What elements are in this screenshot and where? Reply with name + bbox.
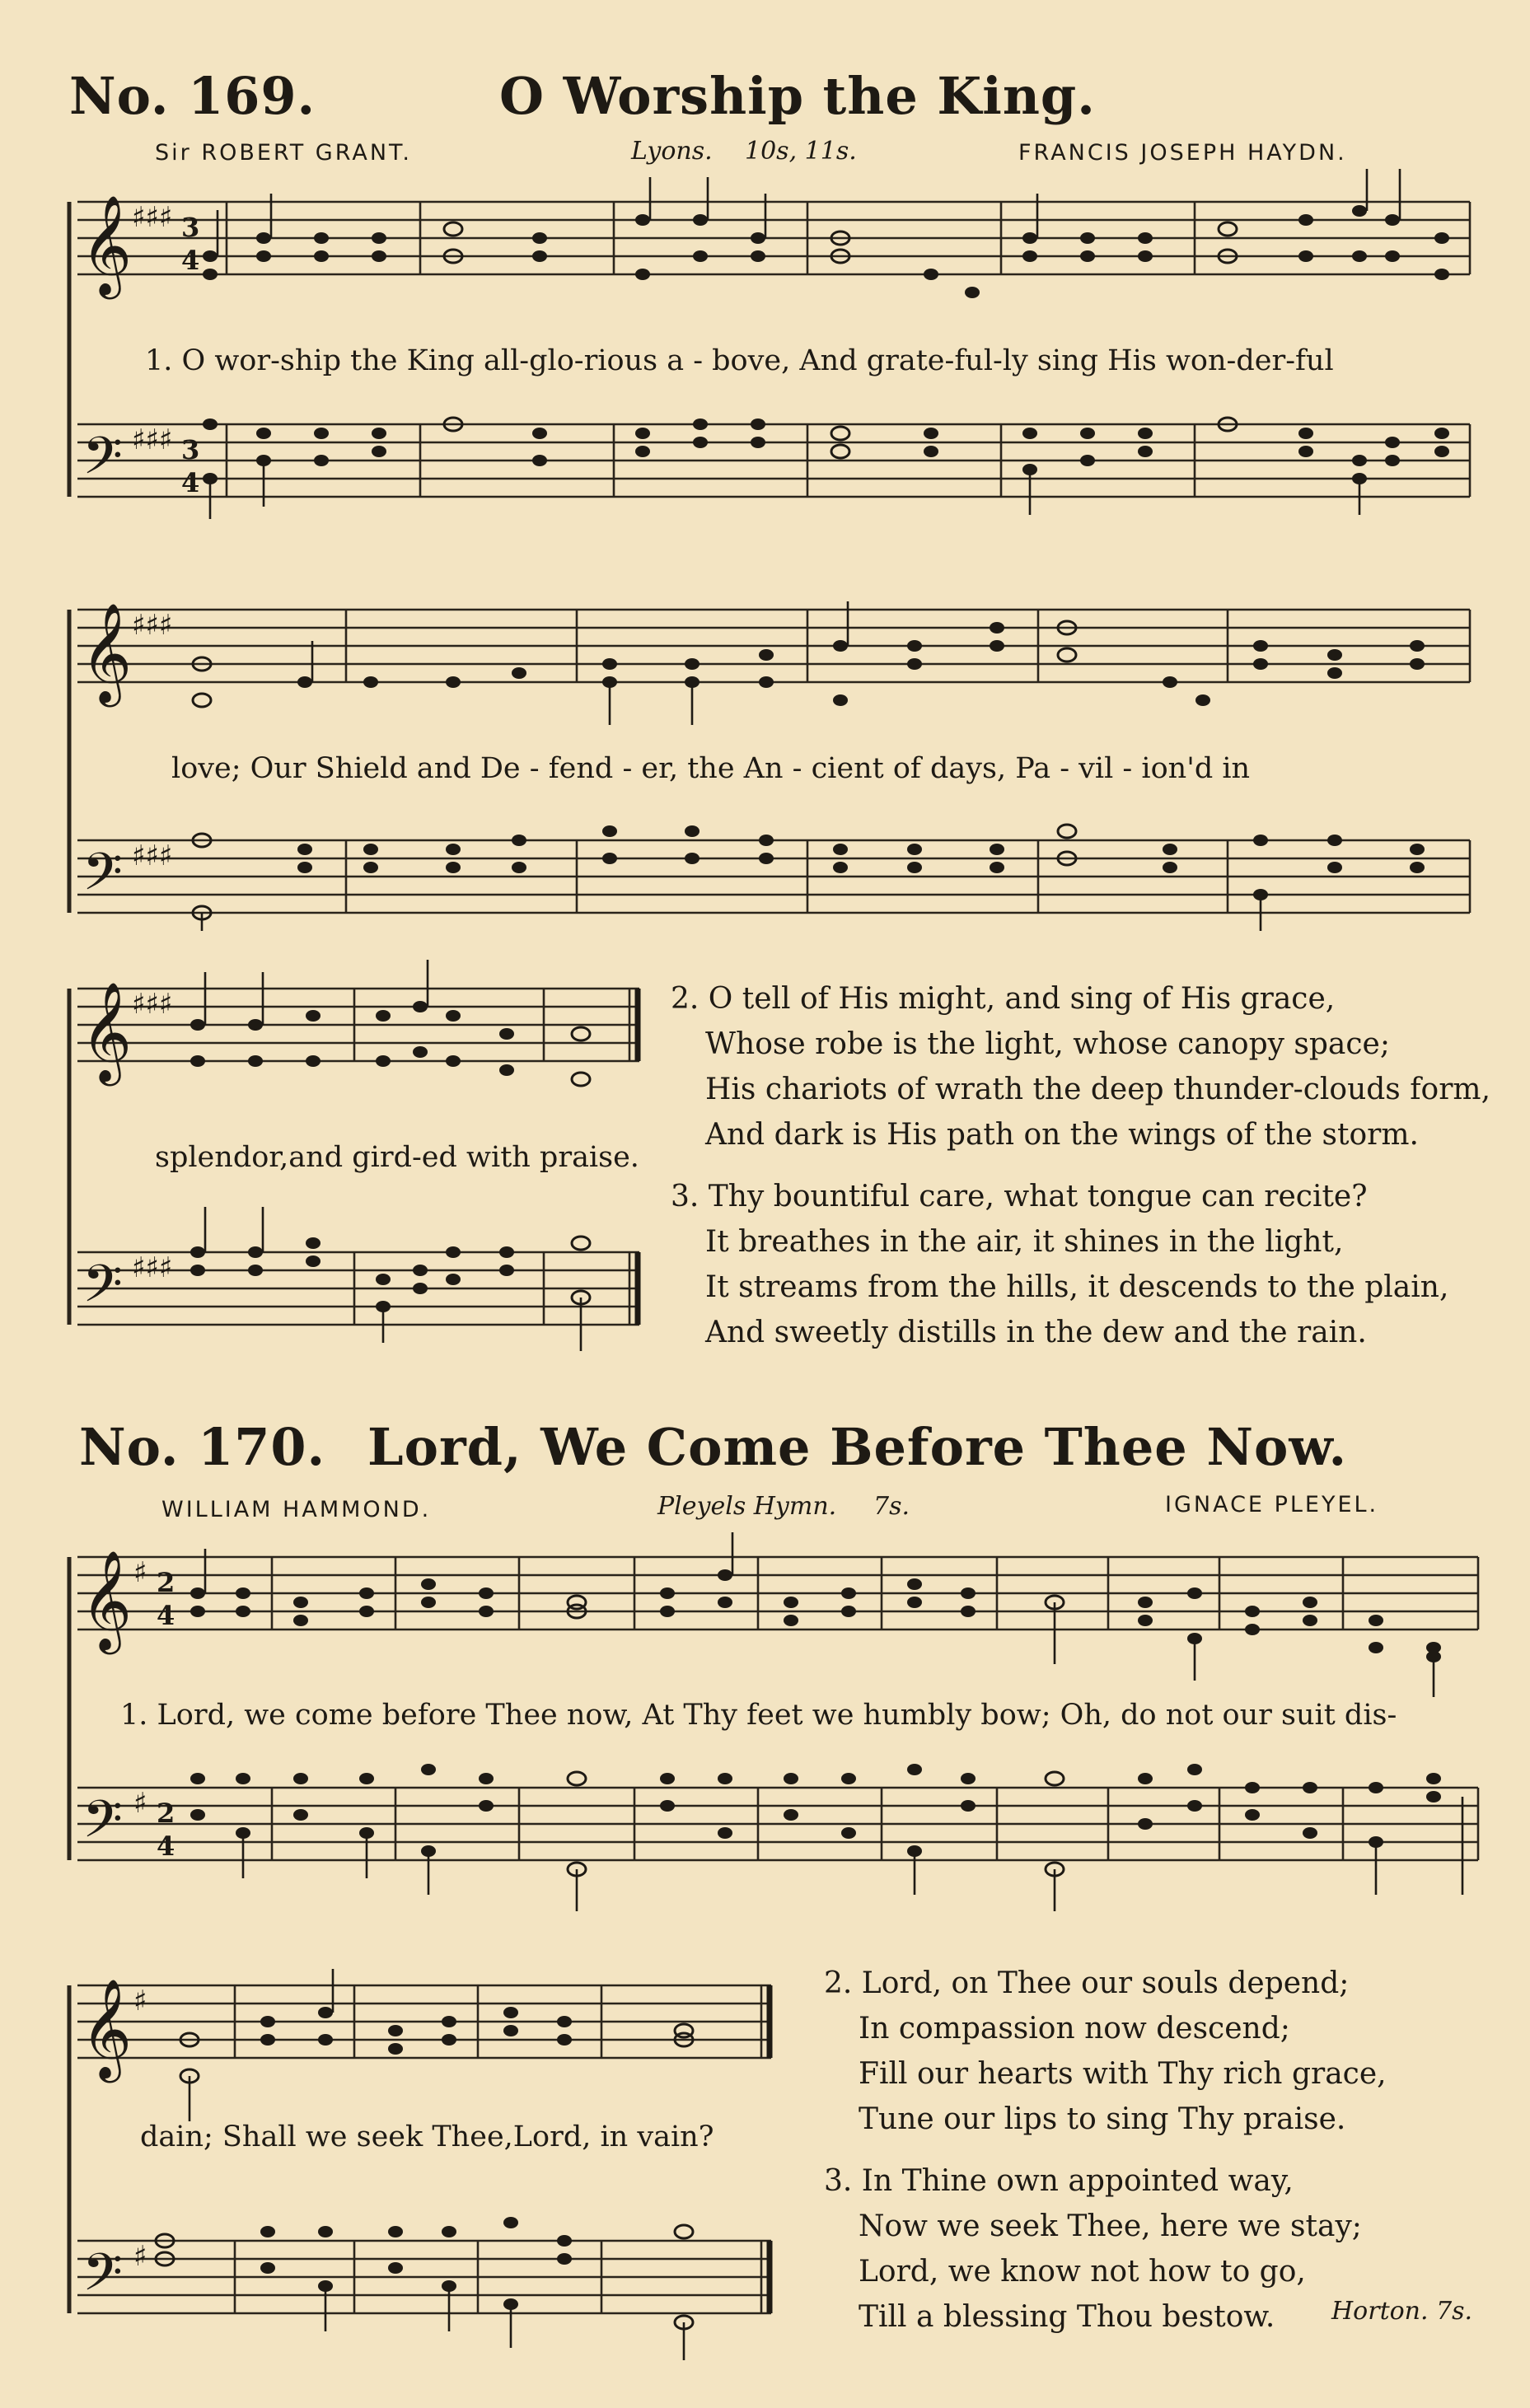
bass-clef-icon: 𝄢 <box>82 425 123 498</box>
treble-clef-icon: 𝄞 <box>81 602 133 703</box>
key-signature-sharp: ♯ <box>133 1985 147 2018</box>
key-signature-sharps: ♯♯♯ <box>132 609 173 642</box>
bass-staff <box>77 424 1470 497</box>
hymn-169-lyric-line-1: 1. O wor-ship the King all-glo-rious a - bove, And grate-ful-ly sing His won-der-ful <box>145 344 1334 377</box>
hymn-170-lyric-line-2: dain; Shall we seek Thee,Lord, in vain? <box>140 2120 714 2153</box>
treble-clef-icon: 𝄞 <box>81 1978 133 2078</box>
hymn-170-system-2 <box>58 1961 783 2364</box>
hymn-169-meter: 10s, 11s. <box>745 137 857 166</box>
treble-clef-icon: 𝄞 <box>81 981 133 1082</box>
hymn-170-title: Lord, We Come Before Thee Now. <box>367 1417 1348 1477</box>
key-signature-sharps-bass: ♯♯♯ <box>132 1251 173 1284</box>
time-signature-2-4: 2 <box>157 1567 175 1598</box>
key-signature-sharps: ♯♯♯ <box>132 988 173 1021</box>
verse-line: Now we seek Thee, here we stay; <box>859 2209 1362 2243</box>
key-signature-sharps-bass: ♯♯♯ <box>132 839 173 872</box>
treble-staff <box>77 1557 1478 1629</box>
time-signature-3-4-bass: 3 <box>181 434 200 465</box>
verse-line: It breathes in the air, it shines in the light, <box>705 1225 1344 1259</box>
hymn-169-verse-2 <box>671 976 1490 1157</box>
hymn-169-composer: FRANCIS JOSEPH HAYDN. <box>1018 140 1347 166</box>
verse-line: 3. Thy bountiful care, what tongue can recite? <box>671 1180 1368 1213</box>
time-signature-2-4-bass-lower: 4 <box>157 1831 175 1862</box>
treble-staff <box>77 1985 771 2058</box>
verse-line: Lord, we know not how to go, <box>859 2255 1306 2289</box>
hymn-169-verse-3 <box>671 1174 1448 1355</box>
verse-line: Till a blessing Thou bestow. <box>859 2300 1275 2334</box>
verse-line: His chariots of wrath the deep thunder-clouds form, <box>705 1073 1491 1106</box>
key-signature-sharp-bass: ♯ <box>133 2240 147 2273</box>
verse-line: Fill our hearts with Thy rich grace, <box>859 2057 1387 2091</box>
bass-notes <box>190 1764 1441 1876</box>
verse-line: And dark is His path on the wings of the storm. <box>705 1118 1419 1152</box>
treble-stems <box>189 1969 333 2121</box>
key-signature-sharp: ♯ <box>133 1556 147 1589</box>
hymn-170-composer: IGNACE PLEYEL. <box>1165 1492 1379 1517</box>
hymn-170-verse-3 <box>824 2158 1362 2340</box>
time-signature-2-4-bass: 2 <box>157 1798 175 1829</box>
bass-stems <box>210 461 1359 519</box>
verse-line: And sweetly distills in the dew and the rain. <box>705 1316 1367 1349</box>
verse-line: It streams from the hills, it descends to the plain, <box>705 1270 1449 1304</box>
key-signature-sharps: ♯♯♯ <box>132 201 173 234</box>
hymn-170-author: WILLIAM HAMMOND. <box>161 1497 432 1522</box>
treble-notes <box>190 1569 1441 1662</box>
hymn-169-lyric-line-2: love; Our Shield and De - fend - er, the An - cient of days, Pa - vil - ion'd in <box>171 752 1251 785</box>
hymn-169-number: No. 169. <box>69 66 316 126</box>
hymn-170-tune-attribution: Horton. 7s. <box>1331 2297 1473 2326</box>
bass-notes <box>193 825 1425 919</box>
treble-notes <box>180 2007 693 2083</box>
hymn-170-verse-2 <box>824 1961 1387 2142</box>
hymn-169-title: O Worship the King. <box>499 66 1096 126</box>
treble-clef-icon: 𝄞 <box>81 1550 133 1650</box>
bass-stems <box>325 2286 684 2360</box>
time-signature-3-4: 3 <box>181 212 200 243</box>
hymn-169-author: Sir ROBERT GRANT. <box>155 140 412 166</box>
verse-line: Whose robe is the light, whose canopy space; <box>705 1027 1390 1061</box>
bass-notes <box>156 2217 693 2329</box>
time-signature-3-4-lower: 4 <box>181 245 200 276</box>
treble-staff <box>77 202 1470 274</box>
hymn-169-lyric-line-3: splendor,and gird-ed with praise. <box>155 1141 639 1174</box>
verse-line: 3. In Thine own appointed way, <box>824 2164 1294 2198</box>
hymn-170-meter: 7s. <box>873 1492 910 1521</box>
hymn-169-tune: Lyons. <box>631 137 713 166</box>
hymn-170-number: No. 170. <box>79 1417 326 1477</box>
bass-notes <box>203 418 1449 484</box>
verse-line: 2. Lord, on Thee our souls depend; <box>824 1966 1350 2000</box>
bass-clef-icon: 𝄢 <box>82 841 123 914</box>
key-signature-sharps-bass: ♯♯♯ <box>132 423 173 456</box>
hymn-170-tune: Pleyels Hymn. <box>657 1492 837 1521</box>
time-signature-3-4-bass-lower: 4 <box>181 467 200 498</box>
verse-line: Tune our lips to sing Thy praise. <box>859 2102 1346 2136</box>
bass-clef-icon: 𝄢 <box>82 2242 123 2315</box>
time-signature-2-4-lower: 4 <box>157 1600 175 1631</box>
bass-staff <box>77 2241 771 2313</box>
hymn-170-lyric-line-1: 1. Lord, we come before Thee now, At Thy feet we humbly bow; Oh, do not our suit dis- <box>120 1699 1397 1732</box>
verse-line: 2. O tell of His might, and sing of His grace, <box>671 982 1336 1016</box>
key-signature-sharp-bass: ♯ <box>133 1787 147 1820</box>
verse-line: In compassion now descend; <box>859 2012 1290 2046</box>
treble-stems <box>218 169 1400 256</box>
bass-clef-icon: 𝄢 <box>82 1788 123 1862</box>
treble-clef-icon: 𝄞 <box>81 194 133 295</box>
bass-stems <box>205 1207 581 1351</box>
bass-clef-icon: 𝄢 <box>82 1253 123 1326</box>
bass-notes <box>190 1237 590 1312</box>
bass-staff <box>77 1788 1478 1860</box>
